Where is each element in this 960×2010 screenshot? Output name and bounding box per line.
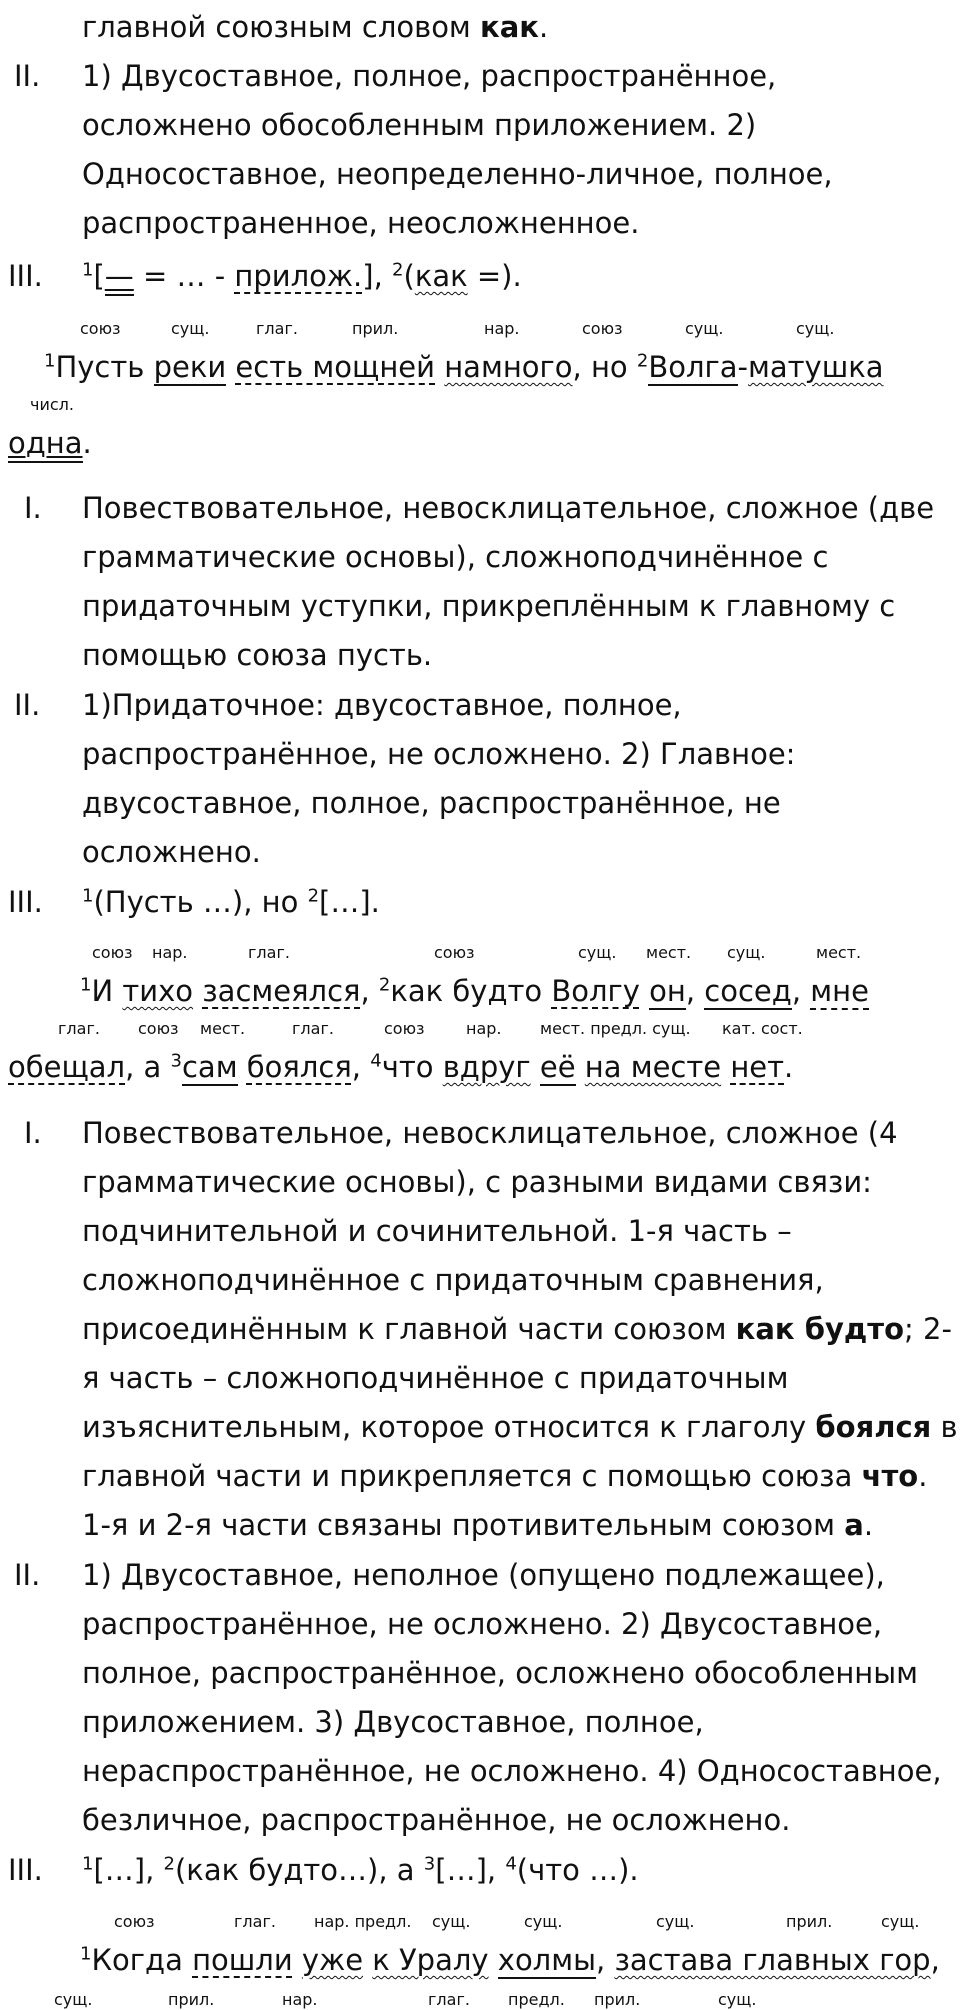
pos-tag: глаг.	[234, 1912, 276, 1931]
pos-tag: глаг.	[292, 1019, 334, 1038]
pos-tag: прил.	[594, 1990, 641, 2009]
pos-tag: глаг.	[256, 319, 298, 338]
pos-tag: прил.	[352, 319, 399, 338]
text-line: сложноподчинённое с придаточным сравнения,	[82, 1263, 824, 1297]
roman-numeral: III.	[8, 885, 43, 919]
pos-tag: сущ.	[171, 319, 210, 338]
text-line: осложнено обособленным приложением. 2)	[82, 108, 757, 142]
text-line: 1) Двусоставное, полное, распространённое,	[82, 59, 777, 93]
pos-tag: союз	[384, 1019, 425, 1038]
text-line: грамматические основы), сложноподчинённое с	[82, 540, 829, 574]
pos-tag: предл.	[508, 1990, 565, 2009]
text-line: Повествовательное, невосклицательное, сложное (4	[82, 1116, 898, 1150]
pos-tag: мест.	[646, 943, 692, 962]
pos-tag: сущ.	[718, 1990, 757, 2009]
text-line: подчинительной и сочинительной. 1-я часть –	[82, 1214, 792, 1248]
text-line: придаточным уступки, прикреплённым к главному с	[82, 589, 896, 623]
sentence-scheme: $^1$[— = … - прилож.], $^2$(как =).	[82, 257, 522, 295]
text-line: полное, распространённое, осложнено обособленным	[82, 1656, 919, 1690]
pos-tag: союз	[582, 319, 623, 338]
text-line: Односоставное, неопределенно-личное, полное,	[82, 157, 833, 191]
text-line: грамматические основы), с разными видами связи:	[82, 1165, 872, 1199]
pos-tag: сущ.	[796, 319, 835, 338]
text-line: 1)Придаточное: двусоставное, полное,	[82, 688, 682, 722]
text-line: главной союзным словом как.	[82, 10, 549, 44]
text-line: главной части и прикрепляется с помощью союза что.	[82, 1459, 928, 1493]
sentence-scheme: $^1$(Пусть …), но $^2$[…].	[82, 885, 380, 919]
pos-tag: союз	[434, 943, 475, 962]
pos-tag: союз	[80, 319, 121, 338]
text-line: 1-я и 2-я части связаны противительным союзом а.	[82, 1508, 874, 1542]
pos-tag: прил.	[786, 1912, 833, 1931]
pos-tag: союз	[114, 1912, 155, 1931]
text-line: помощью союза пусть.	[82, 638, 433, 672]
pos-tag: союз	[92, 943, 133, 962]
pos-tag: глаг.	[58, 1019, 100, 1038]
sentence-scheme: $^1$[…], $^2$(как будто…), а $^3$[…], $^4$(что …).	[82, 1853, 639, 1887]
analyzed-sentence: $^1$Когда пошли уже к Уралу холмы, застава главных гор,	[80, 1943, 940, 1977]
roman-numeral: II.	[14, 688, 41, 722]
text-line: безличное, распространённое, не осложнено.	[82, 1803, 791, 1837]
pos-tag: сущ.	[578, 943, 617, 962]
pos-tag: мест.	[816, 943, 862, 962]
pos-tag: нар.	[282, 1990, 318, 2009]
text-line: присоединённым к главной части союзом как будто; 2-	[82, 1312, 952, 1346]
roman-numeral: II.	[14, 59, 41, 93]
text-line: распространённое, не осложнено. 2) Двусоставное,	[82, 1607, 883, 1641]
text-line: двусоставное, полное, распространённое, не	[82, 786, 781, 820]
roman-numeral: II.	[14, 1558, 41, 1592]
pos-tag: сущ.	[656, 1912, 695, 1931]
pos-tag: мест.	[200, 1019, 246, 1038]
pos-tag: сущ.	[881, 1912, 920, 1931]
text-line: распространенное, неосложненное.	[82, 206, 640, 240]
text-line: распространённое, не осложнено. 2) Главное:	[82, 737, 796, 771]
pos-tag: нар.	[484, 319, 520, 338]
text-line: я часть – сложноподчинённое с придаточным	[82, 1361, 789, 1395]
analyzed-sentence-end: одна.	[8, 424, 92, 462]
text-line: приложением. 3) Двусоставное, полное,	[82, 1705, 704, 1739]
pos-tag: сущ.	[685, 319, 724, 338]
pos-tag: союз	[138, 1019, 179, 1038]
analyzed-sentence: $^1$Пусть реки есть мощней намного, но $^2$Волга-матушка	[44, 350, 884, 384]
text-line: нераспространённое, не осложнено. 4) Односоставное,	[82, 1754, 942, 1788]
pos-tag: нар.	[152, 943, 188, 962]
roman-numeral: I.	[24, 491, 42, 525]
text-line: Повествовательное, невосклицательное, сложное (две	[82, 491, 935, 525]
pos-tag: нар. предл.	[314, 1912, 412, 1931]
pos-tag: нар.	[466, 1019, 502, 1038]
pos-tag: числ.	[30, 395, 74, 414]
text-line: 1) Двусоставное, неполное (опущено подлежащее),	[82, 1558, 885, 1592]
pos-tag: кат. сост.	[722, 1019, 803, 1038]
roman-numeral: III.	[8, 1853, 43, 1887]
pos-tag: мест. предл. сущ.	[540, 1019, 691, 1038]
roman-numeral: III.	[8, 259, 43, 293]
pos-tag: сущ.	[524, 1912, 563, 1931]
pos-tag: глаг.	[428, 1990, 470, 2009]
analyzed-sentence: $^1$И тихо засмеялся, $^2$как будто Волгу он, сосед, мне	[80, 974, 869, 1008]
analyzed-sentence-end: обещал, а $^3$сам боялся, $^4$что вдруг её на месте нет.	[8, 1050, 794, 1084]
pos-tag: глаг.	[248, 943, 290, 962]
pos-tag: сущ.	[54, 1990, 93, 2009]
pos-tag: прил.	[168, 1990, 215, 2009]
text-line: изъяснительным, которое относится к глаголу боялся в	[82, 1410, 958, 1444]
text-line: осложнено.	[82, 835, 261, 869]
pos-tag: сущ.	[432, 1912, 471, 1931]
roman-numeral: I.	[24, 1116, 42, 1150]
pos-tag: сущ.	[727, 943, 766, 962]
